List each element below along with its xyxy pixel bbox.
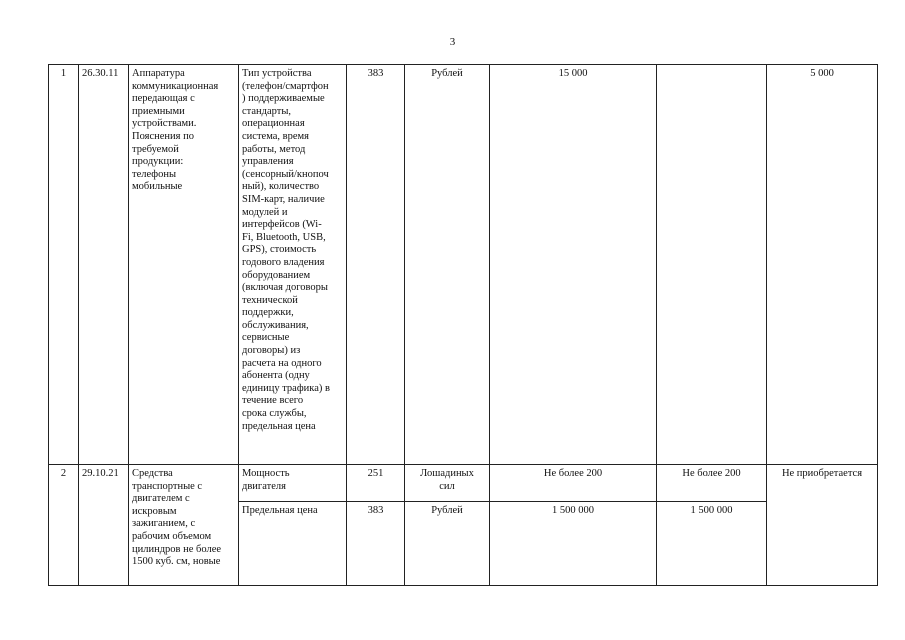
value-cell: Не более 200	[490, 465, 657, 502]
okpd2-code: 26.30.11	[79, 65, 129, 465]
characteristic: Мощность двигателя	[239, 465, 347, 502]
okei-code: 383	[347, 65, 405, 465]
okei-code: 251	[347, 465, 405, 502]
value-cell	[657, 65, 767, 465]
table-row	[49, 465, 878, 502]
okpd2-code: 29.10.21	[79, 465, 129, 586]
table-row	[49, 65, 878, 465]
row-number: 2	[49, 465, 79, 586]
unit-name: Рублей	[405, 502, 490, 586]
value-cell: 15 000	[490, 65, 657, 465]
value-cell: 1 500 000	[657, 502, 767, 586]
value-cell: Не более 200	[657, 465, 767, 502]
unit-name: Рублей	[405, 65, 490, 465]
characteristic: Предельная цена	[239, 502, 347, 586]
item-name: Аппаратура коммуникационная передающая с приемными устройствами. Пояснения по требуемой продукции: телефоны мобильные	[129, 65, 239, 465]
unit-name: Лошадиных сил	[405, 465, 490, 502]
value-cell: 5 000	[767, 65, 878, 465]
characteristic: Тип устройства (телефон/смартфон ) поддерживаемые стандарты, операционная система, время работы, метод управления (сенсорный/кнопоч ный), количество SIM-карт, наличие модулей и интерфейсов (Wi- Fi, Bluetooth, USB, GPS), стоимость годового владения оборудованием (включая договоры технической поддержки, обслуживания, сервисные договоры) из расчета на одного абонента (одну единицу трафика) в течение всего срока службы, предельная цена	[239, 65, 347, 465]
item-name: Средства транспортные с двигателем с искровым зажиганием, с рабочим объемом цилиндров не более 1500 куб. см, новые	[129, 465, 239, 586]
requirements-table	[48, 64, 878, 586]
row-number: 1	[49, 65, 79, 465]
value-cell: Не приобретается	[767, 465, 878, 586]
page-number: 3	[449, 36, 456, 48]
okei-code: 383	[347, 502, 405, 586]
value-cell: 1 500 000	[490, 502, 657, 586]
